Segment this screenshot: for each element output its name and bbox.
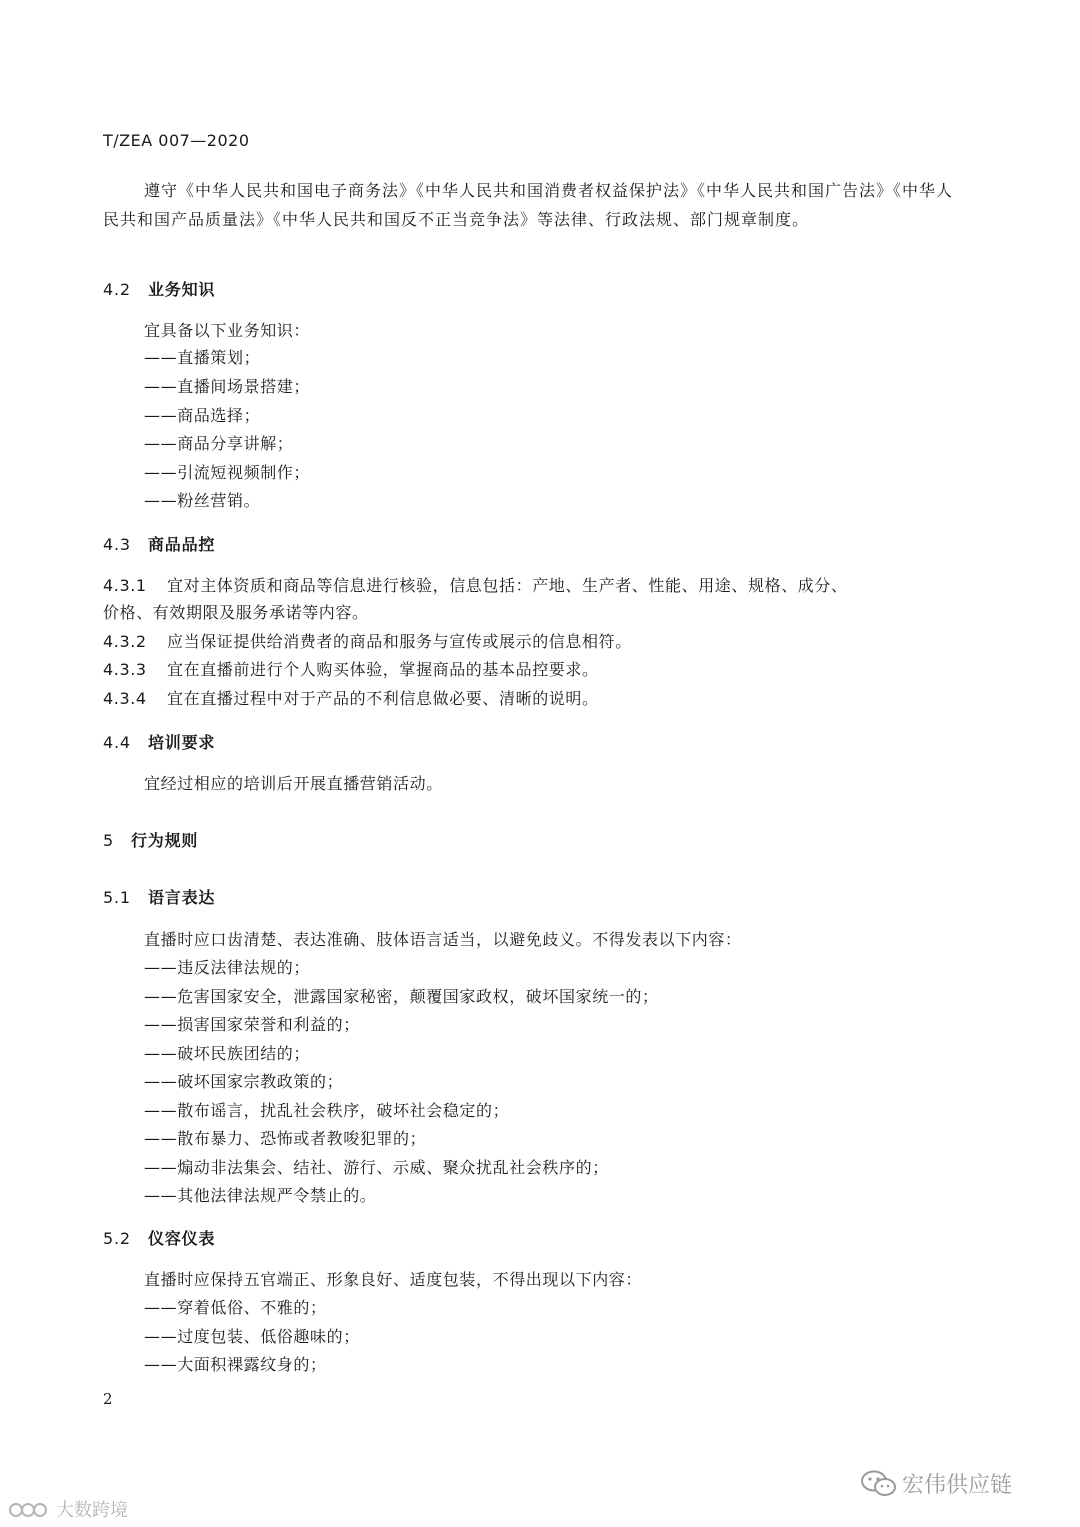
clause-text: 宜在直播前进行个人购买体验，掌握商品的基本品控要求。: [167, 660, 599, 679]
section-number: 5.2: [103, 1229, 131, 1248]
section-5-1-heading: [103, 885, 215, 908]
clause-text: 宜对主体资质和商品等信息进行核验，信息包括：产地、生产者、性能、用途、规格、成分、: [167, 576, 848, 595]
standard-code: T/ZEA 007—2020: [103, 131, 250, 150]
clause-4-3-4: [103, 687, 599, 711]
watermark-left-text: 大数跨境: [56, 1500, 128, 1521]
section-number: 5.1: [103, 888, 131, 907]
list-item: ——破坏民族团结的；: [144, 1044, 311, 1063]
chapter-number: 5: [103, 831, 114, 850]
list-item: ——商品选择；: [144, 406, 261, 425]
section-title: 业务知识: [148, 280, 216, 299]
list-item: ——破坏国家宗教政策的；: [144, 1072, 344, 1091]
clause-4-3-1-continued: 价格、有效期限及服务承诺等内容。: [103, 603, 369, 622]
section-4-3-heading: [103, 532, 215, 555]
clause-number: 4.3.1: [103, 576, 147, 595]
section-title: 仪容仪表: [148, 1229, 216, 1248]
clause-text: 宜在直播过程中对于产品的不利信息做必要、清晰的说明。: [167, 689, 599, 708]
clause-number: 4.3.3: [103, 660, 147, 679]
section-5-2-heading: [103, 1226, 215, 1249]
list-item: ——散布暴力、恐怖或者教唆犯罪的；: [144, 1129, 427, 1148]
clause-4-3-3: [103, 658, 599, 682]
list-item: ——粉丝营销。: [144, 491, 261, 510]
clause-4-3-2: [103, 630, 632, 654]
list-item: ——煽动非法集会、结社、游行、示威、聚众扰乱社会秩序的；: [144, 1158, 609, 1177]
page-number: 2: [103, 1390, 113, 1408]
chapter-title: 行为规则: [131, 831, 199, 850]
section-5-1-lead: 直播时应口齿清楚、表达准确、肢体语言适当，以避免歧义。不得发表以下内容：: [144, 930, 742, 949]
list-item: ——危害国家安全，泄露国家秘密，颠覆国家政权，破坏国家统一的；: [144, 987, 659, 1006]
list-item: ——散布谣言，扰乱社会秩序，破坏社会稳定的；: [144, 1101, 510, 1120]
section-5-2-lead: 直播时应保持五官端正、形象良好、适度包装，不得出现以下内容：: [144, 1270, 643, 1289]
watermark-right-text: 宏伟供应链: [902, 1473, 1013, 1498]
clause-text: 应当保证提供给消费者的商品和服务与宣传或展示的信息相符。: [167, 632, 632, 651]
list-item: ——其他法律法规严令禁止的。: [144, 1186, 377, 1205]
list-item: ——穿着低俗、不雅的；: [144, 1298, 327, 1317]
list-item: ——损害国家荣誉和利益的；: [144, 1015, 360, 1034]
section-title: 培训要求: [148, 733, 216, 752]
clause-number: 4.3.2: [103, 632, 147, 651]
clause-4-3-1: [103, 574, 848, 598]
section-number: 4.2: [103, 280, 131, 299]
section-number: 4.3: [103, 535, 131, 554]
list-item: ——直播策划；: [144, 348, 261, 367]
brand-logo-icon: [8, 1498, 52, 1520]
section-title: 商品品控: [148, 535, 216, 554]
list-item: ——直播间场景搭建；: [144, 377, 311, 396]
list-item: ——引流短视频制作；: [144, 463, 311, 482]
clause-number: 4.3.4: [103, 689, 147, 708]
section-4-2-heading: [103, 277, 215, 300]
list-item: ——大面积裸露纹身的；: [144, 1355, 327, 1374]
watermark-right: [860, 1468, 1012, 1499]
chapter-5-heading: [103, 828, 198, 851]
intro-paragraph: 遵守《中华人民共和国电子商务法》《中华人民共和国消费者权益保护法》《中华人民共和国广告法》《中华人民共和国产品质量法》《中华人民共和国反不正当竞争法》等法律、行政法规、部门规章制度。: [103, 181, 954, 229]
section-4-4-heading: [103, 730, 215, 753]
watermark-left: [8, 1496, 128, 1522]
list-item: ——商品分享讲解；: [144, 434, 294, 453]
section-number: 4.4: [103, 733, 131, 752]
section-4-2-lead: 宜具备以下业务知识：: [144, 321, 311, 340]
list-item: ——违反法律法规的；: [144, 958, 311, 977]
section-title: 语言表达: [148, 888, 216, 907]
wechat-icon: [860, 1470, 898, 1498]
list-item: ——过度包装、低俗趣味的；: [144, 1327, 360, 1346]
section-4-4-text: 宜经过相应的培训后开展直播营销活动。: [144, 774, 443, 793]
